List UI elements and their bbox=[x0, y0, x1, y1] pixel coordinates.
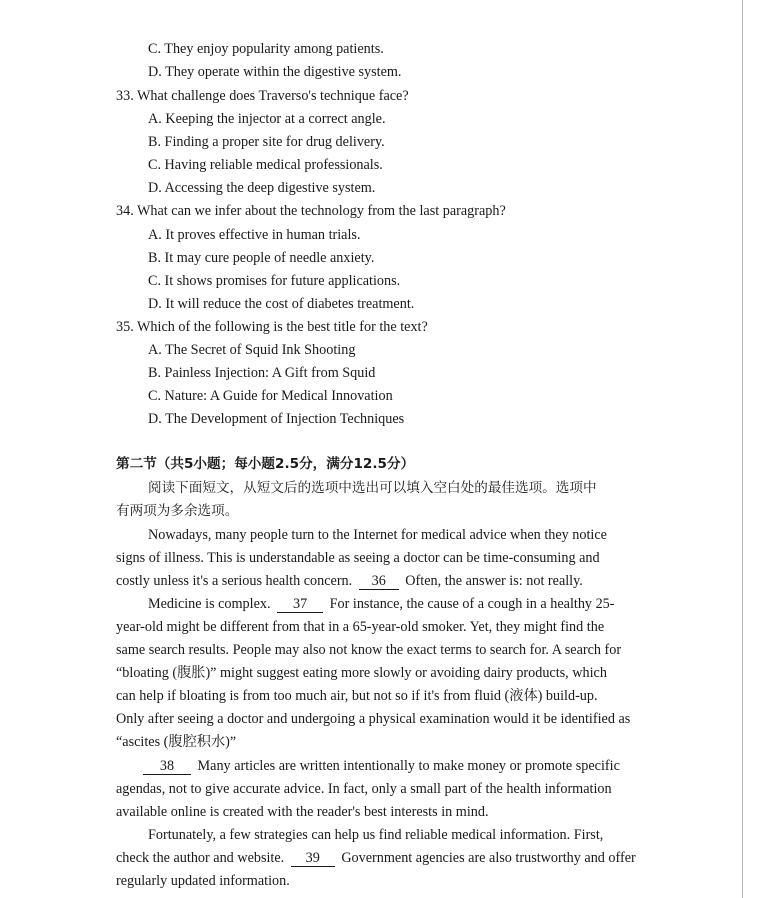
passage-line: regularly updated information. bbox=[116, 873, 290, 889]
blank-38[interactable]: 38 bbox=[143, 759, 191, 775]
passage-text: costly unless it's a serious health concern. bbox=[116, 573, 353, 589]
passage-line: year-old might be different from that in a 65-year-old smoker. Yet, they might find the bbox=[116, 619, 605, 635]
q34-option-d: D. It will reduce the cost of diabetes treatment. bbox=[148, 296, 415, 312]
section-heading: 第二节（共5小题；每小题2.5分，满分12.5分） bbox=[116, 456, 415, 472]
passage-line: signs of illness. This is understandable as seeing a doctor can be time-consuming and bbox=[116, 550, 600, 566]
q34-option-b: B. It may cure people of needle anxiety. bbox=[148, 250, 375, 266]
q33-option-b: B. Finding a proper site for drug delivery. bbox=[148, 134, 385, 150]
passage-line: agendas, not to give accurate advice. In fact, only a small part of the health information bbox=[116, 781, 612, 797]
q33-option-c: C. Having reliable medical professionals. bbox=[148, 157, 383, 173]
passage-line: Only after seeing a doctor and undergoing a physical examination would it be identified as bbox=[116, 711, 631, 727]
passage-text: check the author and website. bbox=[116, 850, 285, 866]
passage-text: For instance, the cause of a cough in a healthy 25- bbox=[329, 596, 615, 612]
passage-line bbox=[148, 595, 614, 613]
passage-line bbox=[140, 757, 620, 775]
blank-37[interactable]: 37 bbox=[277, 597, 323, 613]
q33-stem: 33. What challenge does Traverso's technique face? bbox=[116, 88, 409, 104]
q35-option-d: D. The Development of Injection Techniques bbox=[148, 411, 405, 427]
passage-line: Fortunately, a few strategies can help us find reliable medical information. First, bbox=[148, 827, 604, 843]
section-instruction-line1: 阅读下面短文，从短文后的选项中选出可以填入空白处的最佳选项。选项中 bbox=[148, 480, 597, 496]
page-edge bbox=[742, 0, 743, 898]
passage-text: Many articles are written intentionally to make money or promote specific bbox=[197, 758, 620, 774]
q34-option-c: C. It shows promises for future applications. bbox=[148, 273, 401, 289]
blank-36[interactable]: 36 bbox=[359, 574, 399, 590]
q33-option-a: A. Keeping the injector at a correct angle. bbox=[148, 111, 386, 127]
q33-option-d: D. Accessing the deep digestive system. bbox=[148, 180, 376, 196]
q34-option-a: A. It proves effective in human trials. bbox=[148, 227, 361, 243]
passage-text: Government agencies are also trustworthy and offer bbox=[341, 850, 636, 866]
passage-line bbox=[116, 849, 636, 867]
q35-option-a: A. The Secret of Squid Ink Shooting bbox=[148, 342, 356, 358]
passage-line: “bloating (腹胀)” might suggest eating more slowly or avoiding dairy products, which bbox=[116, 665, 607, 681]
q35-option-b: B. Painless Injection: A Gift from Squid bbox=[148, 365, 376, 381]
q32-option-d: D. They operate within the digestive system. bbox=[148, 64, 402, 80]
passage-text: Medicine is complex. bbox=[148, 596, 271, 612]
section-instruction-line2: 有两项为多余选项。 bbox=[116, 503, 239, 519]
q34-stem: 34. What can we infer about the technology from the last paragraph? bbox=[116, 203, 506, 219]
q35-stem: 35. Which of the following is the best title for the text? bbox=[116, 319, 428, 335]
passage-line bbox=[116, 572, 583, 590]
passage-line: can help if bloating is from too much air, but not so if it's from fluid (液体) build-up. bbox=[116, 688, 598, 704]
passage-line: same search results. People may also not know the exact terms to search for. A search for bbox=[116, 642, 622, 658]
blank-39[interactable]: 39 bbox=[291, 851, 335, 867]
q35-option-c: C. Nature: A Guide for Medical Innovation bbox=[148, 388, 393, 404]
passage-line: available online is created with the reader's best interests in mind. bbox=[116, 804, 489, 820]
passage-text: Often, the answer is: not really. bbox=[405, 573, 583, 589]
q32-option-c: C. They enjoy popularity among patients. bbox=[148, 41, 384, 57]
passage-line: Nowadays, many people turn to the Internet for medical advice when they notice bbox=[148, 527, 607, 543]
passage-line: “ascites (腹腔积水)” bbox=[116, 734, 237, 750]
